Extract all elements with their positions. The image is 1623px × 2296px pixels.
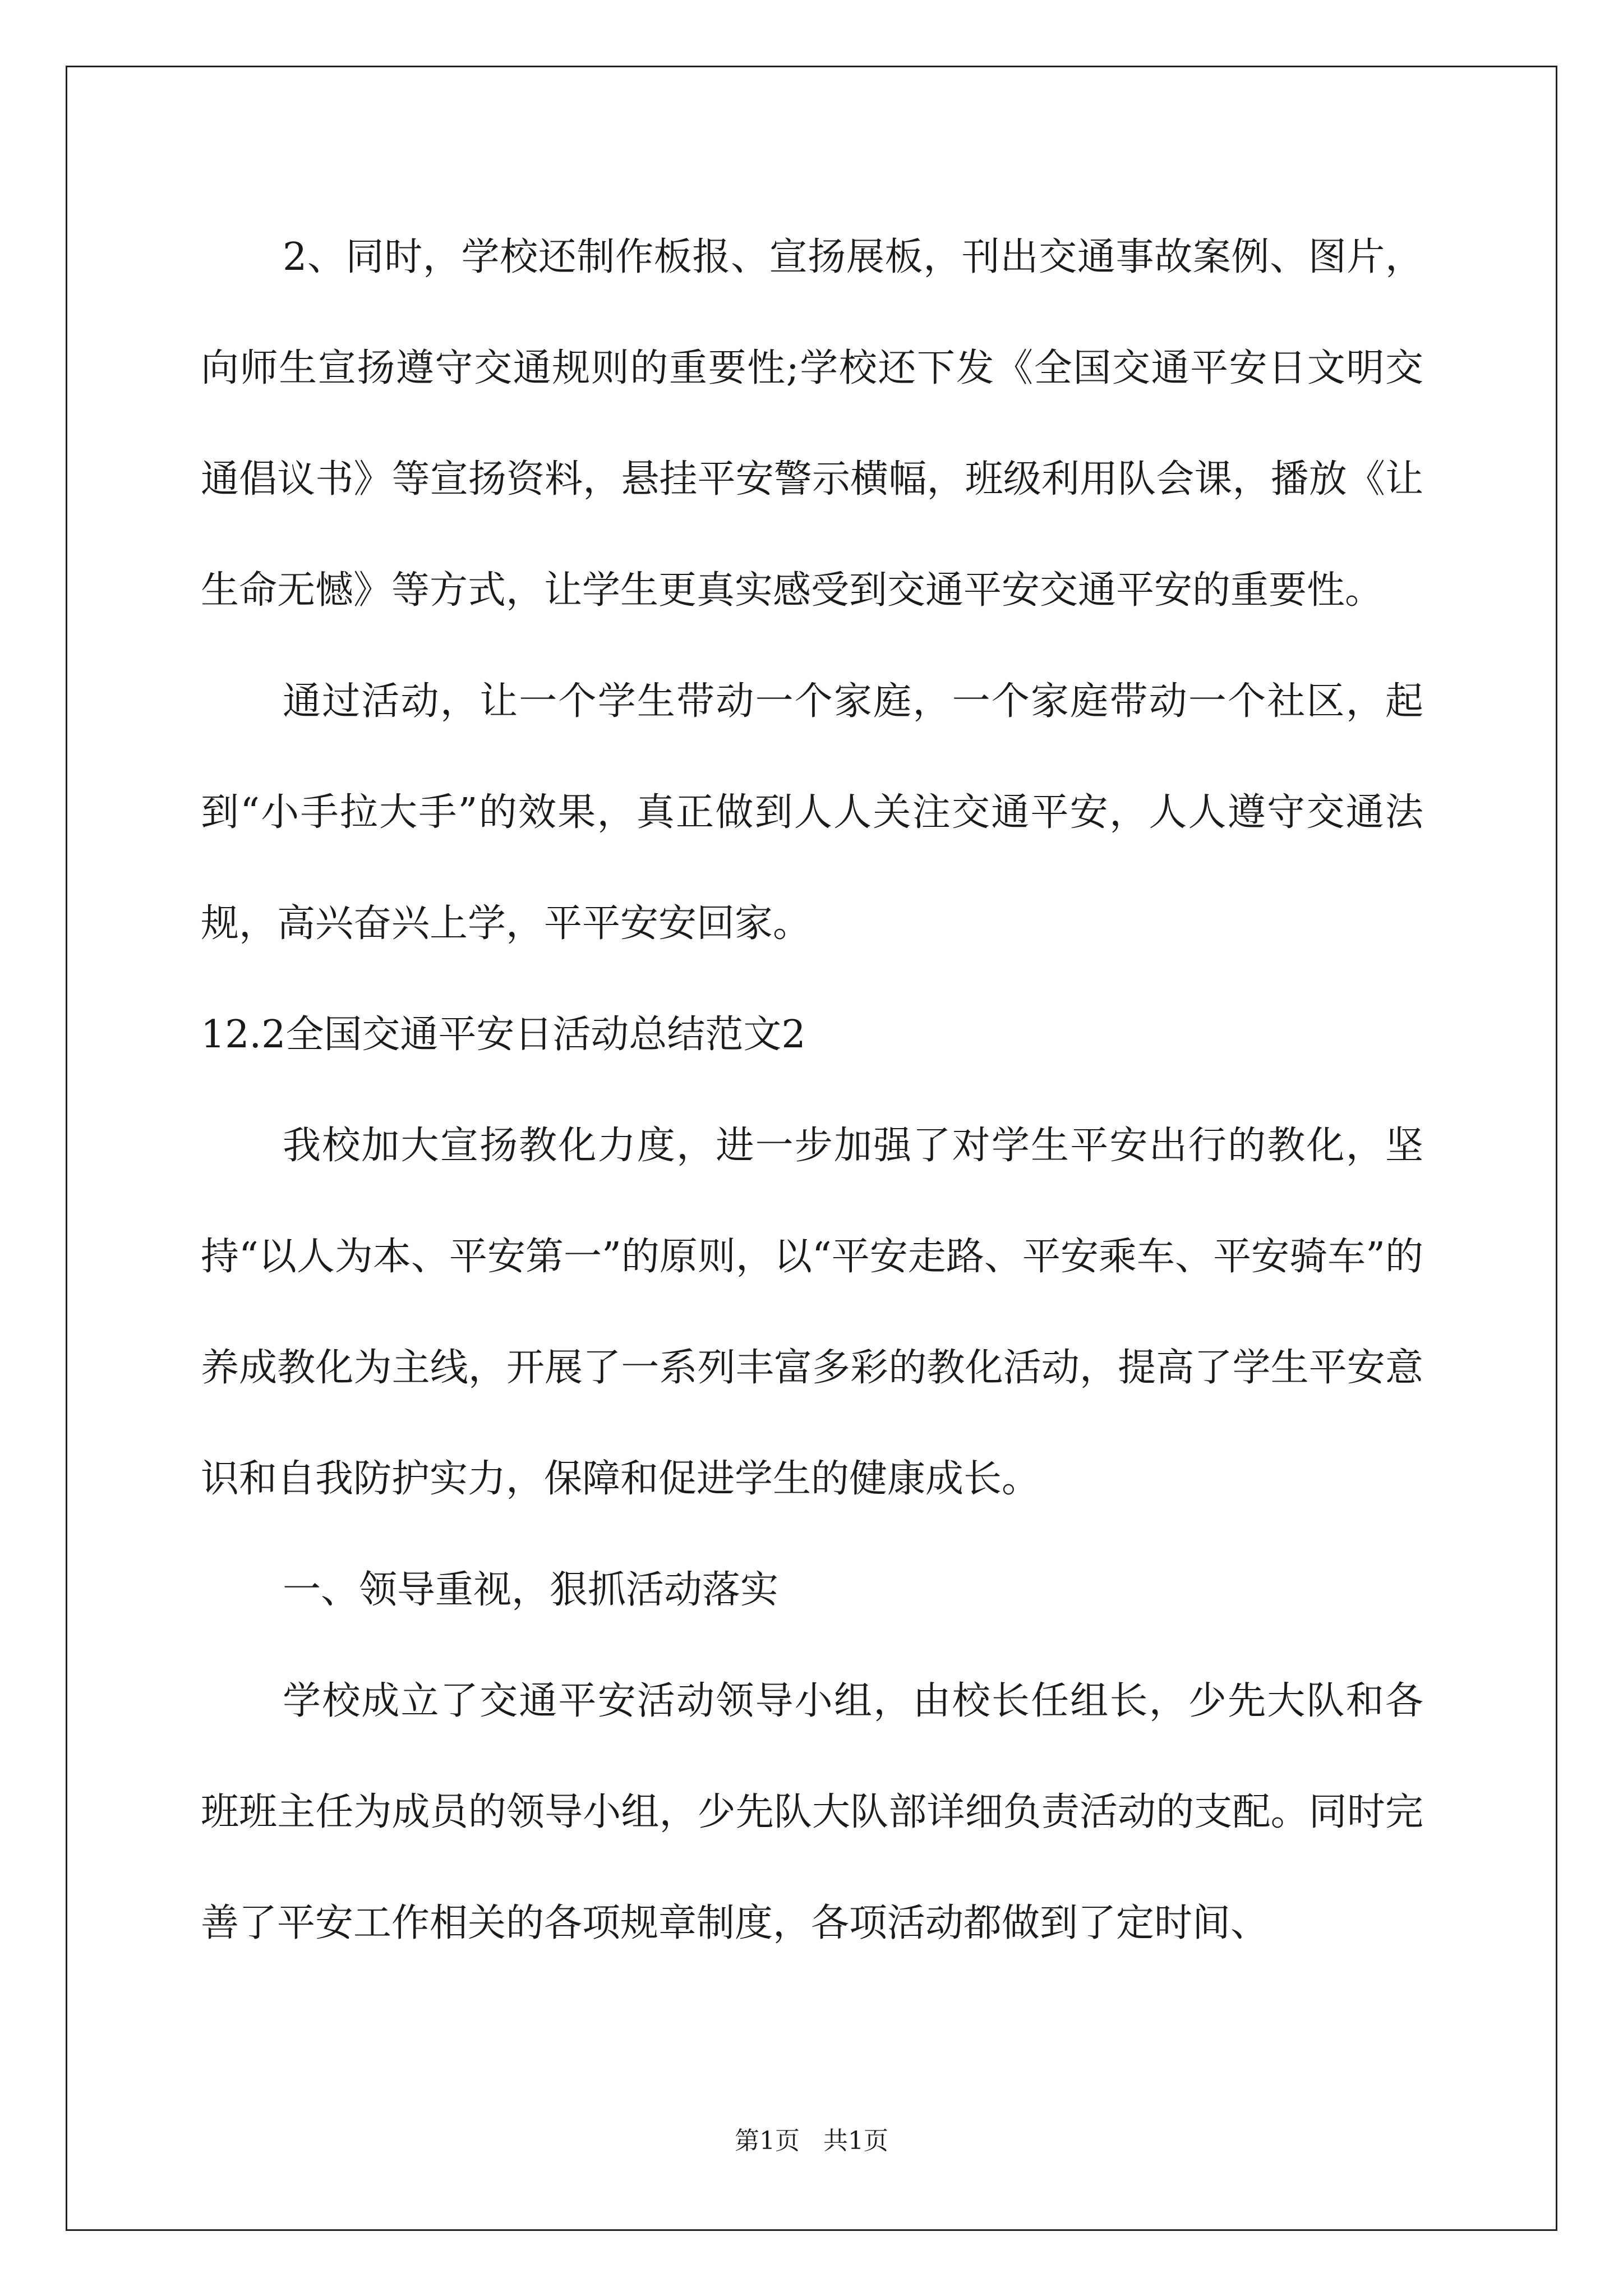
subheading-leadership: 一、领导重视，狠抓活动落实 [283,1568,779,1612]
paragraph-5: 学校成立了交通平安活动领导小组，由校长任组长，少先大队和各班班主任为成员的领导小组，少先队大队部详细负责活动的支配。同时完善了平安工作相关的各项规章制度，各项活动都做到了定时间、 [201,1679,1423,1945]
paragraph-2: 通过活动，让一个学生带动一个家庭，一个家庭带动一个社区，起到“小手拉大手”的效果，真正做到人人关注交通平安，人人遵守交通法规，高兴奋兴上学，平平安安回家。 [201,679,1423,946]
page-footer: 第1页 共1页 [735,2127,888,2155]
paragraph-1: 2、同时，学校还制作板报、宣扬展板，刊出交通事故案例、图片，向师生宣扬遵守交通规则的重要性;学校还下发《全国交通平安日文明交通倡议书》等宣扬资料，悬挂平安警示横幅，班级利用队会课，播放《让生命无憾》等方式，让学生更真实感受到交通平安交通平安的重要性。 [201,235,1423,613]
document-body [201,202,1423,1979]
paragraph-3: 我校加大宣扬教化力度，进一步加强了对学生平安出行的教化，坚持“以人为本、平安第一”的原则，以“平安走路、平安乘车、平安骑车”的养成教化为主线，开展了一系列丰富多彩的教化活动，提高了学生平安意识和自我防护实力，保障和促进学生的健康成长。 [201,1124,1423,1501]
section-heading: 12.2全国交通平安日活动总结范文2 [201,1013,806,1057]
